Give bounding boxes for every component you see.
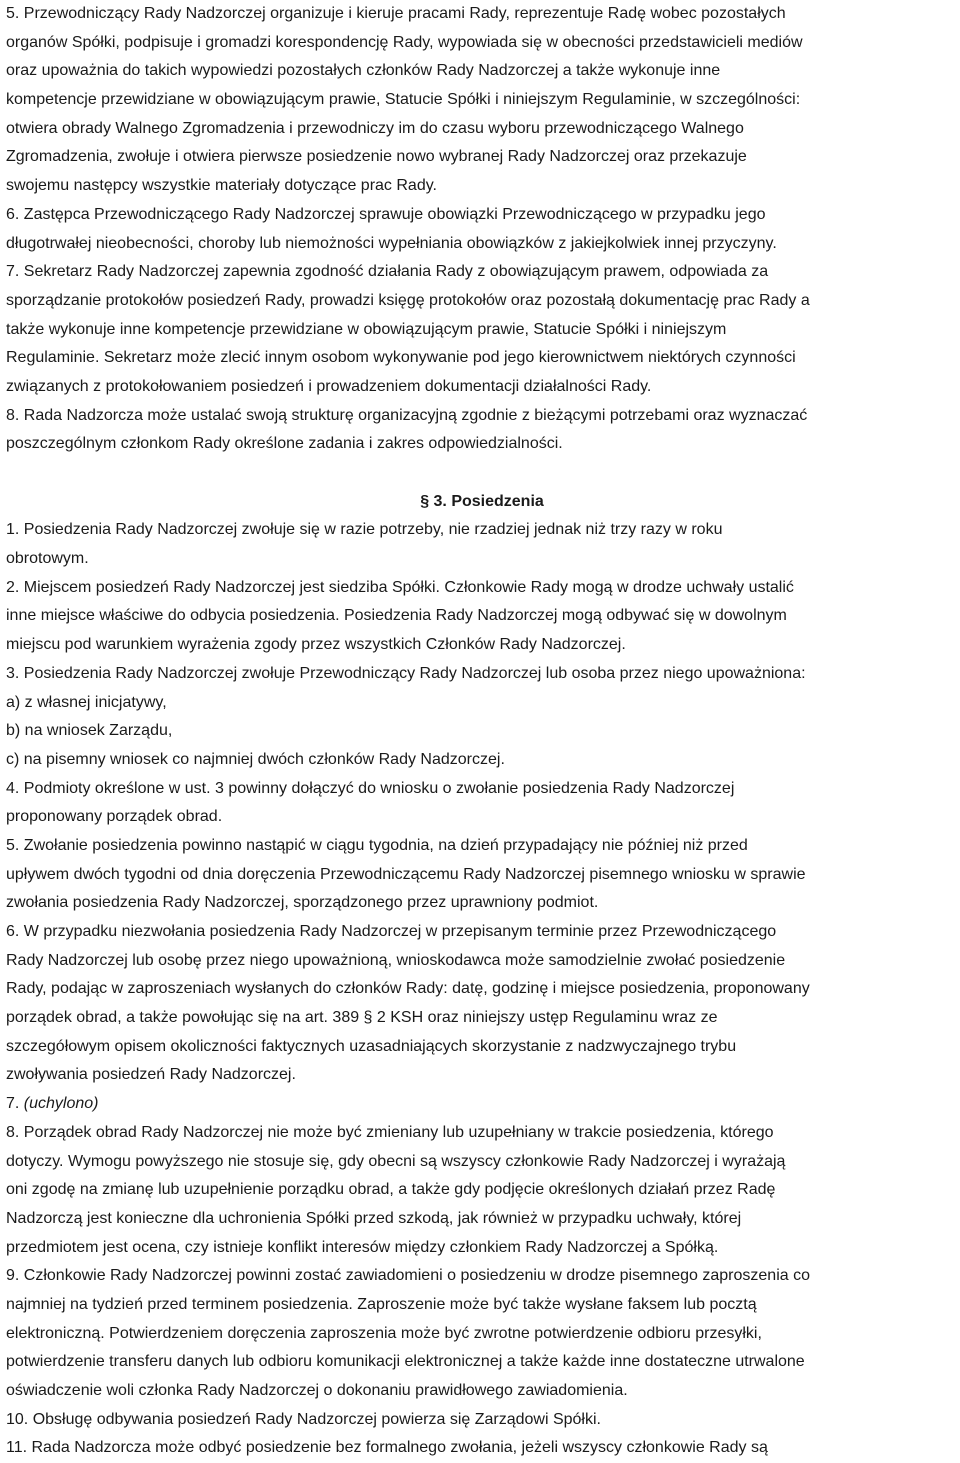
item-number: 7. (6, 1095, 24, 1113)
paragraph-line: Zgromadzenia, zwołuje i otwiera pierwsze posiedzenie nowo wybranej Rady Nadzorczej oraz przekazuje (6, 148, 747, 166)
document-page (6, 0, 958, 1463)
paragraph-line: inne miejsce właściwe do odbycia posiedzenia. Posiedzenia Rady Nadzorczej mogą odbywać się w dowolnym (6, 607, 787, 625)
paragraph-line: 5. Zwołanie posiedzenia powinno nastąpić w ciągu tygodnia, na dzień przypadający nie później niż przed (6, 836, 748, 854)
paragraph-line: 8. Rada Nadzorcza może ustalać swoją strukturę organizacyjną zgodnie z bieżącymi potrzebami oraz wyznaczać (6, 406, 808, 424)
paragraph-line: oni zgodę na zmianę lub uzupełnienie porządku obrad, a także gdy podjęcie określonych działań przez Radę (6, 1181, 776, 1199)
paragraph-line: 3. Posiedzenia Rady Nadzorczej zwołuje Przewodniczący Rady Nadzorczej lub osoba przez niego upoważniona: (6, 664, 806, 682)
paragraph-line: upływem dwóch tygodni od dnia doręczenia Przewodniczącemu Rady Nadzorczej pisemnego wniosku w sprawie (6, 865, 806, 883)
blank-line (6, 459, 958, 488)
paragraph-line: miejscu pod warunkiem wyrażenia zgody przez wszystkich Członków Rady Nadzorczej. (6, 636, 626, 654)
list-item: a) z własnej inicjatywy, (6, 693, 167, 711)
paragraph-line: także wykonuje inne kompetencje przewidziane w obowiązującym prawie, Statucie Spółki i niniejszym (6, 320, 727, 338)
paragraph-line: przedmiotem jest ocena, czy istnieje konflikt interesów między członkiem Rady Nadzorczej a Spółką. (6, 1238, 719, 1256)
paragraph-line: długotrwałej nieobecności, choroby lub niemożności wypełniania obowiązków z jakiejkolwiek innej przyczyny. (6, 234, 777, 252)
paragraph-line: 4. Podmioty określone w ust. 3 powinny dołączyć do wniosku o zwołanie posiedzenia Rady Nadzorczej (6, 779, 735, 797)
paragraph-line: 9. Członkowie Rady Nadzorczej powinni zostać zawiadomieni o posiedzeniu w drodze pisemnego zaproszenia co (6, 1267, 810, 1285)
paragraph-line: 11. Rada Nadzorcza może odbyć posiedzenie bez formalnego zwołania, jeżeli wszyscy członkowie Rady są (6, 1439, 768, 1457)
paragraph-line: elektroniczną. Potwierdzeniem doręczenia zaproszenia może być zwrotne potwierdzenie odbioru przesyłki, (6, 1324, 762, 1342)
paragraph-line: zwoływania posiedzeń Rady Nadzorczej. (6, 1066, 296, 1084)
section-heading: § 3. Posiedzenia (420, 492, 544, 510)
paragraph-line: proponowany porządek obrad. (6, 808, 223, 826)
paragraph-line: porządek obrad, a także powołując się na art. 389 § 2 KSH oraz niniejszy ustęp Regulaminu wraz ze (6, 1009, 718, 1027)
list-item: b) na wniosek Zarządu, (6, 722, 173, 740)
paragraph-line: swojemu następcy wszystkie materiały dotyczące prac Rady. (6, 177, 437, 195)
paragraph-line: Regulaminie. Sekretarz może zlecić innym osobom wykonywanie pod jego kierownictwem niektórych czynności (6, 349, 796, 367)
paragraph-line: związanych z protokołowaniem posiedzeń i prowadzeniem dokumentacji działalności Rady. (6, 377, 652, 395)
paragraph-line (6, 1090, 958, 1119)
paragraph-line: oświadczenie woli członka Rady Nadzorczej o dokonaniu prawidłowego zawiadomienia. (6, 1382, 628, 1399)
paragraph-line: dotyczy. Wymogu powyższego nie stosuje się, gdy obecni są wszyscy członkowie Rady Nadzorczej i wyrażają (6, 1152, 786, 1170)
paragraph-line: Nadzorczą jest konieczne dla uchronienia Spółki przed szkodą, jak również w przypadku uchwały, której (6, 1209, 742, 1227)
paragraph-line: 6. W przypadku niezwołania posiedzenia Rady Nadzorczej w przepisanym terminie przez Przewodniczącego (6, 923, 777, 940)
paragraph-line: 1. Posiedzenia Rady Nadzorczej zwołuje się w razie potrzeby, nie rzadziej jednak niż trzy razy w roku (6, 521, 723, 539)
paragraph-line: 8. Porządek obrad Rady Nadzorczej nie może być zmieniany lub uzupełniany w trakcie posiedzenia, którego (6, 1123, 774, 1141)
paragraph-line: organów Spółki, podpisuje i gromadzi korespondencję Rady, wypowiada się w obecności przedstawicieli mediów (6, 33, 803, 51)
paragraph-line: poszczególnym członkom Rady określone zadania i zakres odpowiedzialności. (6, 435, 563, 453)
paragraph-line: Rady, podając w zaproszeniach wysłanych do członków Rady: datę, godzinę i miejsce posiedzenia, proponowany (6, 980, 810, 998)
paragraph-line: szczegółowym opisem okoliczności faktycznych uzasadniających skorzystanie z nadzwyczajnego trybu (6, 1037, 737, 1055)
paragraph-line: 6. Zastępca Przewodniczącego Rady Nadzorczej sprawuje obowiązki Przewodniczącego w przypadku jego (6, 205, 766, 223)
paragraph-line: kompetencje przewidziane w obowiązującym prawie, Statucie Spółki i niniejszym Regulaminie, w szczególności: (6, 91, 801, 109)
paragraph-line: 10. Obsługę odbywania posiedzeń Rady Nadzorczej powierza się Zarządowi Spółki. (6, 1410, 601, 1428)
paragraph-line: otwiera obrady Walnego Zgromadzenia i przewodniczy im do czasu wyboru przewodniczącego Walnego (6, 119, 744, 137)
paragraph-line: obrotowym. (6, 550, 89, 568)
repealed-note: (uchylono) (23, 1095, 99, 1113)
paragraph-line: 7. Sekretarz Rady Nadzorczej zapewnia zgodność działania Rady z obowiązującym prawem, odpowiada za (6, 263, 769, 281)
paragraph-line: Rady Nadzorczej lub osobę przez niego upoważnioną, wnioskodawca może samodzielnie zwołać posiedzenie (6, 951, 786, 969)
paragraph-line: oraz upoważnia do takich wypowiedzi pozostałych członków Rady Nadzorczej a także wykonuje inne (6, 62, 721, 80)
paragraph-line: sporządzanie protokołów posiedzeń Rady, prowadzi księgę protokołów oraz pozostałą dokumentację prac Rady a (6, 291, 810, 309)
list-item: c) na pisemny wniosek co najmniej dwóch członków Rady Nadzorczej. (6, 750, 505, 768)
paragraph-line: 5. Przewodniczący Rady Nadzorczej organizuje i kieruje pracami Rady, reprezentuje Radę wobec pozostałych (6, 5, 786, 22)
paragraph-line: najmniej na tydzień przed terminem posiedzenia. Zaproszenie może być także wysłane faksem lub pocztą (6, 1295, 757, 1313)
paragraph-line: 2. Miejscem posiedzeń Rady Nadzorczej jest siedziba Spółki. Członkowie Rady mogą w drodze uchwały ustalić (6, 578, 794, 596)
paragraph-line: potwierdzenie transferu danych lub odbioru komunikacji elektronicznej a także każde inne dostateczne utrwalone (6, 1353, 805, 1371)
paragraph-line: zwołania posiedzenia Rady Nadzorczej, sporządzonego przez uprawniony podmiot. (6, 894, 599, 912)
